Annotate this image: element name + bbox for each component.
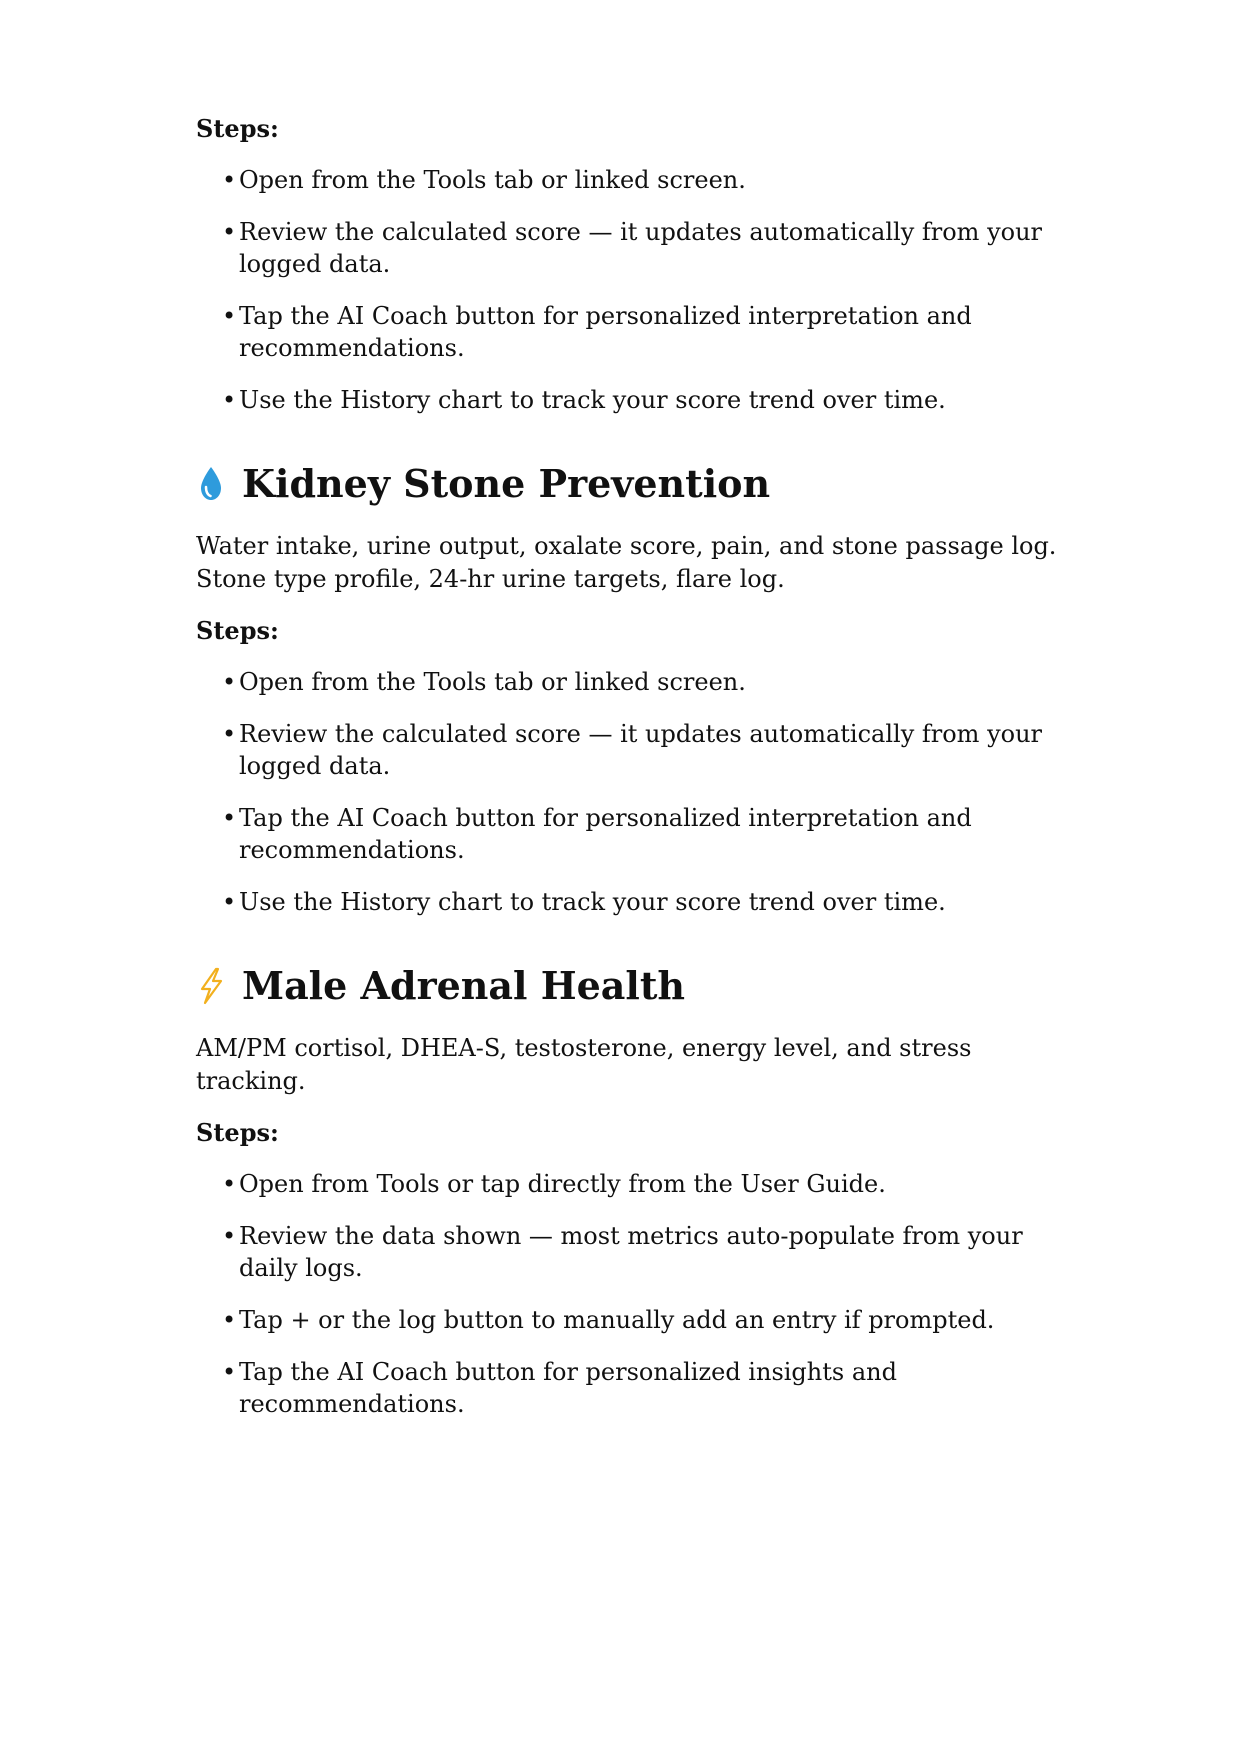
list-item: • Open from Tools or tap directly from the User Guide.	[222, 1170, 886, 1198]
steps-list	[196, 164, 1076, 416]
list-item: • Use the History chart to track your score trend over time.	[222, 386, 946, 414]
step-text: Open from the Tools tab or linked screen.	[239, 166, 746, 194]
list-item: • Open from the Tools tab or linked screen.	[222, 668, 746, 696]
section-title: Kidney Stone Prevention	[242, 461, 771, 506]
list-item: • Use the History chart to track your score trend over time.	[222, 888, 946, 916]
section-description: AM/PM cortisol, DHEA-S, testosterone, energy level, and stress tracking.	[196, 1034, 972, 1095]
section-heading-kidney-stone	[196, 460, 1076, 508]
steps-label: Steps:	[196, 1118, 279, 1147]
step-text: Tap the AI Coach button for personalized interpretation and recommendations.	[239, 302, 972, 362]
steps-label: Steps:	[196, 114, 279, 143]
list-item: • Tap + or the log button to manually add an entry if prompted.	[222, 1306, 995, 1334]
step-text: Review the calculated score — it updates automatically from your logged data.	[239, 720, 1043, 780]
list-item: • Review the data shown — most metrics auto-populate from your daily logs.	[222, 1222, 1023, 1282]
section-description: Water intake, urine output, oxalate score, pain, and stone passage log. Stone type profile, 24-hr urine targets, flare log.	[196, 532, 1057, 593]
list-item: • Tap the AI Coach button for personalized interpretation and recommendations.	[222, 302, 972, 362]
list-item: • Review the calculated score — it updates automatically from your logged data.	[222, 218, 1043, 278]
step-text: Use the History chart to track your score trend over time.	[239, 386, 946, 414]
steps-list	[196, 666, 1076, 918]
guide-page	[196, 114, 1076, 1420]
list-item: • Tap the AI Coach button for personalized insights and recommendations.	[222, 1358, 897, 1418]
list-item: • Open from the Tools tab or linked screen.	[222, 166, 746, 194]
section-title: Male Adrenal Health	[242, 963, 686, 1008]
step-text: Review the data shown — most metrics auto-populate from your daily logs.	[239, 1222, 1023, 1282]
droplet-icon	[196, 464, 226, 504]
step-text: Tap the AI Coach button for personalized insights and recommendations.	[239, 1358, 897, 1418]
steps-label: Steps:	[196, 616, 279, 645]
step-text: Open from the Tools tab or linked screen.	[239, 668, 746, 696]
steps-list	[196, 1168, 1076, 1420]
section-heading-male-adrenal	[196, 962, 1076, 1010]
step-text: Review the calculated score — it updates automatically from your logged data.	[239, 218, 1043, 278]
step-text: Tap the AI Coach button for personalized interpretation and recommendations.	[239, 804, 972, 864]
step-text: Use the History chart to track your score trend over time.	[239, 888, 946, 916]
step-text: Tap + or the log button to manually add an entry if prompted.	[239, 1306, 995, 1334]
list-item: • Review the calculated score — it updates automatically from your logged data.	[222, 720, 1043, 780]
lightning-icon	[196, 966, 226, 1006]
list-item: • Tap the AI Coach button for personalized interpretation and recommendations.	[222, 804, 972, 864]
step-text: Open from Tools or tap directly from the User Guide.	[239, 1170, 886, 1198]
